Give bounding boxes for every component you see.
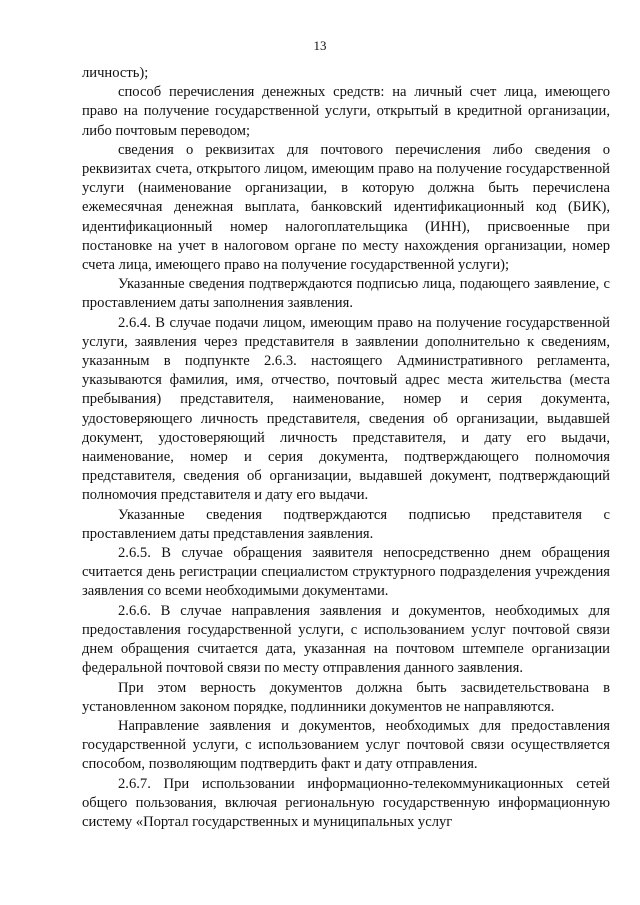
paragraph-document-verification: При этом верность документов должна быть засвидетельствована в установленном законом порядке, подлинники документов не направляются. xyxy=(82,679,610,715)
paragraph-signature-confirmation: Указанные сведения подтверждаются подписью лица, подающего заявление, с проставлением даты заполнения заявления. xyxy=(82,276,610,312)
paragraph-2-6-7: 2.6.7. При использовании информационно-телекоммуникационных сетей общего пользования, включая региональную государственную информационную систему «Портал государственных и муниципальных услуг xyxy=(82,775,610,830)
paragraph-continuation: личность); xyxy=(82,65,149,81)
paragraph-bank-details: сведения о реквизитах для почтового перечисления либо сведения о реквизитах счета, открытого лицом, имеющим право на получение государственной услуги (наименование организации, в которую должна быть перечислена ежемесячная денежная выплата, банковский идентификационный код (БИК), идентификационный номер налогоплательщика (ИНН), присвоенные при постановке на учет в налоговом органе по месту нахождения организации, номер счета лица, имеющего право на получение государственной услуги); xyxy=(82,141,610,274)
document-body xyxy=(82,64,610,832)
paragraph-postal-sending: Направление заявления и документов, необходимых для предоставления государственной услуги, с использованием услуг почтовой связи осуществляется способом, позволяющим подтвердить факт и дату отправления. xyxy=(82,717,610,773)
paragraph-2-6-4: 2.6.4. В случае подачи лицом, имеющим право на получение государственной услуги, заявления через представителя в заявлении дополнительно к сведениям, указанным в подпункте 2.6.3. настоящего Административного регламента, указываются фамилия, имя, отчество, почтовый адрес места жительства (места пребывания) представителя, наименование, номер и серия документа, удостоверяющего личность представителя, сведения об организации, выдавшей документ, удостоверяющий личность представителя, и дату его выдачи, наименование, номер и серия документа, подтверждающего полномочия представителя, сведения об организации, выдавшей документ, подтверждающий полномочия представителя и дату его выдачи. xyxy=(82,314,610,504)
paragraph-payment-method: способ перечисления денежных средств: на личный счет лица, имеющего право на получение государственной услуги, открытый в кредитной организации, либо почтовым переводом; xyxy=(82,84,610,139)
paragraph-representative-signature: Указанные сведения подтверждаются подписью представителя с проставлением даты представления заявления. xyxy=(82,506,610,542)
page-number: 13 xyxy=(313,38,327,53)
paragraph-2-6-6: 2.6.6. В случае направления заявления и документов, необходимых для предоставления государственной услуги, с использованием услуг почтовой связи днем обращения считается дата, указанная на почтовом штемпеле организации федеральной почтовой связи по месту отправления данного заявления. xyxy=(82,602,610,677)
paragraph-2-6-5: 2.6.5. В случае обращения заявителя непосредственно днем обращения считается день регистрации специалистом структурного подразделения учреждения заявления со всеми необходимыми документами. xyxy=(82,545,610,600)
